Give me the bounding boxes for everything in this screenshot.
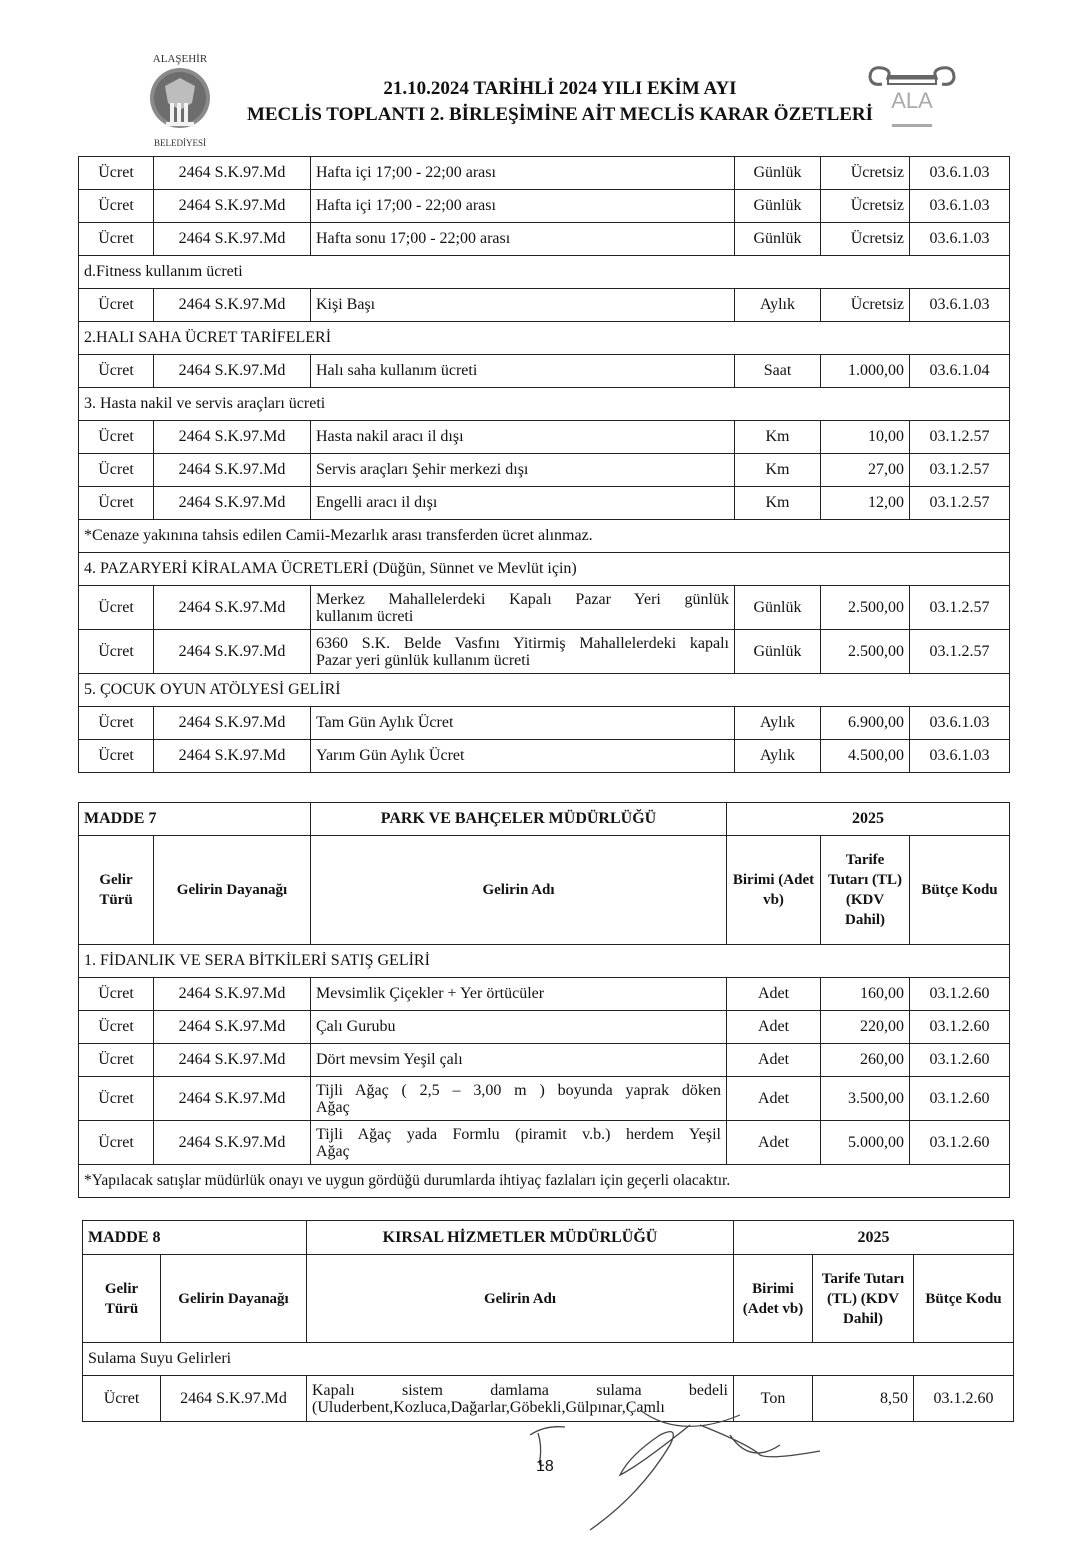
cell-birimi: Günlük <box>735 190 821 223</box>
table-row <box>79 1011 1010 1044</box>
year-label: 2025 <box>734 1221 1014 1255</box>
header-gelir-turu: Gelir Türü <box>79 836 154 945</box>
cell-butce-kodu: 03.6.1.04 <box>910 355 1010 388</box>
section-title: *Cenaze yakınına tahsis edilen Camii-Mezarlık arası transferden ücret alınmaz. <box>79 520 1010 553</box>
cell-gelir-adi-line1: 6360 S.K. Belde Vasfını Yitirmiş Mahallelerdeki kapalı <box>316 634 729 652</box>
cell-butce-kodu: 03.6.1.03 <box>910 157 1010 190</box>
logo-text-bottom: BELEDİYESİ <box>154 138 206 148</box>
section-row <box>79 256 1010 289</box>
cell-birimi: Günlük <box>735 586 821 630</box>
cell-gelir-turu: Ücret <box>79 487 154 520</box>
table-row <box>79 707 1010 740</box>
tariff-table-continued <box>78 156 1010 773</box>
cell-tarife: 2.500,00 <box>821 586 910 630</box>
cell-dayanak: 2464 S.K.97.Md <box>154 586 311 630</box>
section-title: 4. PAZARYERİ KİRALAMA ÜCRETLERİ (Düğün, Sünnet ve Mevlüt için) <box>79 553 1010 586</box>
cell-tarife: 260,00 <box>821 1044 910 1077</box>
cell-tarife: 12,00 <box>821 487 910 520</box>
cell-gelir-turu: Ücret <box>79 454 154 487</box>
table-row <box>79 586 1010 630</box>
cell-gelir-turu: Ücret <box>79 707 154 740</box>
cell-gelir-adi-line1: Kapalı sistem damlama sulama bedeli <box>312 1381 728 1399</box>
cell-butce-kodu: 03.1.2.60 <box>910 1077 1010 1121</box>
header-birimi: Birimi (Adet vb) <box>727 836 821 945</box>
section-title: 2.HALI SAHA ÜCRET TARİFELERİ <box>79 322 1010 355</box>
cell-birimi: Adet <box>727 1077 821 1121</box>
cell-birimi: Adet <box>727 1011 821 1044</box>
cell-birimi: Günlük <box>735 630 821 674</box>
table-row <box>79 978 1010 1011</box>
cell-butce-kodu: 03.1.2.60 <box>910 1011 1010 1044</box>
cell-dayanak: 2464 S.K.97.Md <box>154 630 311 674</box>
cell-butce-kodu: 03.1.2.57 <box>910 586 1010 630</box>
cell-birimi: Aylık <box>735 289 821 322</box>
cell-tarife: 160,00 <box>821 978 910 1011</box>
section-row <box>79 674 1010 707</box>
cell-gelir-turu: Ücret <box>79 157 154 190</box>
cell-tarife: 1.000,00 <box>821 355 910 388</box>
cell-gelir-adi-line2: Pazar yeri günlük kullanım ücreti <box>316 651 531 669</box>
cell-butce-kodu: 03.1.2.60 <box>910 978 1010 1011</box>
logo-right-text: ALA <box>891 88 933 113</box>
handwritten-signatures <box>520 1405 840 1535</box>
cell-gelir-turu: Ücret <box>79 223 154 256</box>
cell-butce-kodu: 03.1.2.60 <box>910 1121 1010 1165</box>
cell-gelir-adi: Dört mevsim Yeşil çalı <box>311 1044 727 1077</box>
cell-birimi: Aylık <box>735 740 821 773</box>
cell-gelir-adi: Halı saha kullanım ücreti <box>311 355 735 388</box>
cell-butce-kodu: 03.6.1.03 <box>910 223 1010 256</box>
cell-butce-kodu: 03.1.2.57 <box>910 421 1010 454</box>
madde-8-table <box>82 1220 1014 1422</box>
logo-text-top: ALAŞEHİR <box>152 53 208 65</box>
table-row <box>79 289 1010 322</box>
table-row <box>79 355 1010 388</box>
cell-dayanak: 2464 S.K.97.Md <box>154 740 311 773</box>
cell-butce-kodu: 03.6.1.03 <box>910 190 1010 223</box>
cell-gelir-turu: Ücret <box>79 1011 154 1044</box>
cell-gelir-turu: Ücret <box>79 586 154 630</box>
section-title: 5. ÇOCUK OYUN ATÖLYESİ GELİRİ <box>79 674 1010 707</box>
cell-dayanak: 2464 S.K.97.Md <box>154 487 311 520</box>
header-butce-kodu: Bütçe Kodu <box>914 1255 1014 1343</box>
cell-tarife: 10,00 <box>821 421 910 454</box>
cell-tarife: 27,00 <box>821 454 910 487</box>
cell-dayanak: 2464 S.K.97.Md <box>154 707 311 740</box>
title-line-1: 21.10.2024 TARİHLİ 2024 YILI EKİM AYI <box>383 78 737 99</box>
cell-dayanak: 2464 S.K.97.Md <box>154 421 311 454</box>
note-row: *Yapılacak satışlar müdürlük onayı ve uygun gördüğü durumlarda ihtiyaç fazlaları için geçerli olacaktır. <box>79 1165 1010 1198</box>
table-row <box>79 190 1010 223</box>
title-line-2: MECLİS TOPLANTI 2. BİRLEŞİMİNE AİT MECLİS KARAR ÖZETLERİ <box>246 104 874 125</box>
cell-butce-kodu: 03.1.2.57 <box>910 487 1010 520</box>
table-row <box>79 1077 1010 1121</box>
department-name: PARK VE BAHÇELER MÜDÜRLÜĞÜ <box>311 803 727 836</box>
cell-dayanak: 2464 S.K.97.Md <box>154 1044 311 1077</box>
cell-gelir-turu: Ücret <box>79 1121 154 1165</box>
document-title <box>200 76 920 128</box>
cell-dayanak: 2464 S.K.97.Md <box>154 157 311 190</box>
cell-gelir-adi: Mevsimlik Çiçekler + Yer örtücüler <box>311 978 727 1011</box>
table-row <box>79 1121 1010 1165</box>
cell-gelir-adi-line2: kullanım ücreti <box>316 607 414 625</box>
cell-tarife: Ücretsiz <box>821 157 910 190</box>
cell-gelir-adi-line2: (Uluderbent,Kozluca,Dağarlar,Göbekli,Gülpınar,Çamlı <box>312 1398 665 1416</box>
table-row <box>79 487 1010 520</box>
cell-dayanak: 2464 S.K.97.Md <box>154 355 311 388</box>
madde-label: MADDE 7 <box>79 803 311 836</box>
page-number: 18 <box>536 1458 554 1475</box>
cell-tarife: 220,00 <box>821 1011 910 1044</box>
section-row <box>79 388 1010 421</box>
cell-butce-kodu: 03.1.2.60 <box>910 1044 1010 1077</box>
cell-gelir-adi: Hafta içi 17;00 - 22;00 arası <box>311 157 735 190</box>
cell-gelir-turu: Ücret <box>79 190 154 223</box>
cell-tarife: 3.500,00 <box>821 1077 910 1121</box>
cell-tarife: 2.500,00 <box>821 630 910 674</box>
cell-dayanak: 2464 S.K.97.Md <box>154 1121 311 1165</box>
cell-gelir-adi: Yarım Gün Aylık Ücret <box>311 740 735 773</box>
cell-tarife: 4.500,00 <box>821 740 910 773</box>
header-butce-kodu: Bütçe Kodu <box>910 836 1010 945</box>
cell-gelir-adi: Çalı Gurubu <box>311 1011 727 1044</box>
cell-birimi: Adet <box>727 978 821 1011</box>
cell-gelir-turu: Ücret <box>79 740 154 773</box>
cell-birimi: Km <box>735 454 821 487</box>
cell-tarife: 5.000,00 <box>821 1121 910 1165</box>
cell-gelir-adi: Kişi Başı <box>311 289 735 322</box>
cell-gelir-adi: Servis araçları Şehir merkezi dışı <box>311 454 735 487</box>
cell-dayanak: 2464 S.K.97.Md <box>154 223 311 256</box>
table-row <box>79 223 1010 256</box>
cell-dayanak: 2464 S.K.97.Md <box>161 1376 307 1422</box>
section-row <box>79 322 1010 355</box>
header-gelirin-dayanagi: Gelirin Dayanağı <box>154 836 311 945</box>
cell-gelir-adi: Hafta sonu 17;00 - 22;00 arası <box>311 223 735 256</box>
cell-butce-kodu: 03.1.2.60 <box>914 1376 1014 1422</box>
section-title: Sulama Suyu Gelirleri <box>83 1343 1014 1376</box>
cell-gelir-turu: Ücret <box>79 289 154 322</box>
cell-butce-kodu: 03.6.1.03 <box>910 740 1010 773</box>
section-row <box>79 553 1010 586</box>
madde-7-table <box>78 802 1010 1198</box>
cell-tarife: 8,50 <box>813 1376 914 1422</box>
cell-tarife: Ücretsiz <box>821 289 910 322</box>
table-row <box>79 740 1010 773</box>
cell-tarife: 6.900,00 <box>821 707 910 740</box>
section-title: 1. FİDANLIK VE SERA BİTKİLERİ SATIŞ GELİRİ <box>79 945 1010 978</box>
header-gelirin-dayanagi: Gelirin Dayanağı <box>161 1255 307 1343</box>
cell-birimi: Adet <box>727 1044 821 1077</box>
cell-gelir-adi-line1: Tijli Ağaç ( 2,5 – 3,00 m ) boyunda yaprak döken <box>316 1081 721 1099</box>
table-row <box>79 157 1010 190</box>
cell-birimi: Saat <box>735 355 821 388</box>
department-name: KIRSAL HİZMETLER MÜDÜRLÜĞÜ <box>307 1221 734 1255</box>
cell-gelir-turu: Ücret <box>79 1077 154 1121</box>
table-row <box>79 421 1010 454</box>
section-title: d.Fitness kullanım ücreti <box>79 256 1010 289</box>
cell-birimi: Km <box>735 487 821 520</box>
cell-tarife: Ücretsiz <box>821 190 910 223</box>
cell-gelir-adi: Engelli aracı il dışı <box>311 487 735 520</box>
cell-gelir-adi: Hafta içi 17;00 - 22;00 arası <box>311 190 735 223</box>
cell-dayanak: 2464 S.K.97.Md <box>154 978 311 1011</box>
table-row <box>79 630 1010 674</box>
cell-butce-kodu: 03.1.2.57 <box>910 454 1010 487</box>
cell-gelir-turu: Ücret <box>79 421 154 454</box>
table-row <box>79 1044 1010 1077</box>
year-label: 2025 <box>727 803 1010 836</box>
cell-birimi: Km <box>735 421 821 454</box>
header-gelirin-adi: Gelirin Adı <box>307 1255 734 1343</box>
cell-gelir-adi <box>311 630 735 674</box>
cell-birimi: Ton <box>734 1376 813 1422</box>
cell-dayanak: 2464 S.K.97.Md <box>154 190 311 223</box>
table-row <box>79 454 1010 487</box>
cell-tarife: Ücretsiz <box>821 223 910 256</box>
cell-dayanak: 2464 S.K.97.Md <box>154 1011 311 1044</box>
cell-butce-kodu: 03.1.2.57 <box>910 630 1010 674</box>
cell-birimi: Günlük <box>735 223 821 256</box>
cell-birimi: Adet <box>727 1121 821 1165</box>
cell-birimi: Günlük <box>735 157 821 190</box>
header-gelir-turu: Gelir Türü <box>83 1255 161 1343</box>
header-gelirin-adi: Gelirin Adı <box>311 836 727 945</box>
cell-gelir-adi-line1: Tijli Ağaç yada Formlu (piramit v.b.) herdem Yeşil <box>316 1125 721 1143</box>
cell-gelir-adi <box>311 1121 727 1165</box>
section-row <box>79 520 1010 553</box>
section-title: 3. Hasta nakil ve servis araçları ücreti <box>79 388 1010 421</box>
cell-gelir-turu: Ücret <box>83 1376 161 1422</box>
cell-gelir-turu: Ücret <box>79 1044 154 1077</box>
cell-gelir-turu: Ücret <box>79 630 154 674</box>
header-tarife-tutari: Tarife Tutarı (TL) (KDV Dahil) <box>813 1255 914 1343</box>
cell-gelir-adi: Tam Gün Aylık Ücret <box>311 707 735 740</box>
cell-gelir-adi-line2: Ağaç <box>316 1098 350 1116</box>
cell-gelir-turu: Ücret <box>79 978 154 1011</box>
cell-gelir-turu: Ücret <box>79 355 154 388</box>
cell-dayanak: 2464 S.K.97.Md <box>154 289 311 322</box>
cell-gelir-adi-line2: Ağaç <box>316 1142 350 1160</box>
header-birimi: Birimi (Adet vb) <box>734 1255 813 1343</box>
cell-gelir-adi <box>311 1077 727 1121</box>
cell-butce-kodu: 03.6.1.03 <box>910 289 1010 322</box>
cell-gelir-adi <box>311 586 735 630</box>
madde-label: MADDE 8 <box>83 1221 307 1255</box>
cell-birimi: Aylık <box>735 707 821 740</box>
cell-gelir-adi-line1: Merkez Mahallelerdeki Kapalı Pazar Yeri günlük <box>316 590 729 608</box>
cell-butce-kodu: 03.6.1.03 <box>910 707 1010 740</box>
cell-dayanak: 2464 S.K.97.Md <box>154 454 311 487</box>
cell-gelir-adi: Hasta nakil aracı il dışı <box>311 421 735 454</box>
header-tarife-tutari: Tarife Tutarı (TL) (KDV Dahil) <box>821 836 910 945</box>
cell-dayanak: 2464 S.K.97.Md <box>154 1077 311 1121</box>
